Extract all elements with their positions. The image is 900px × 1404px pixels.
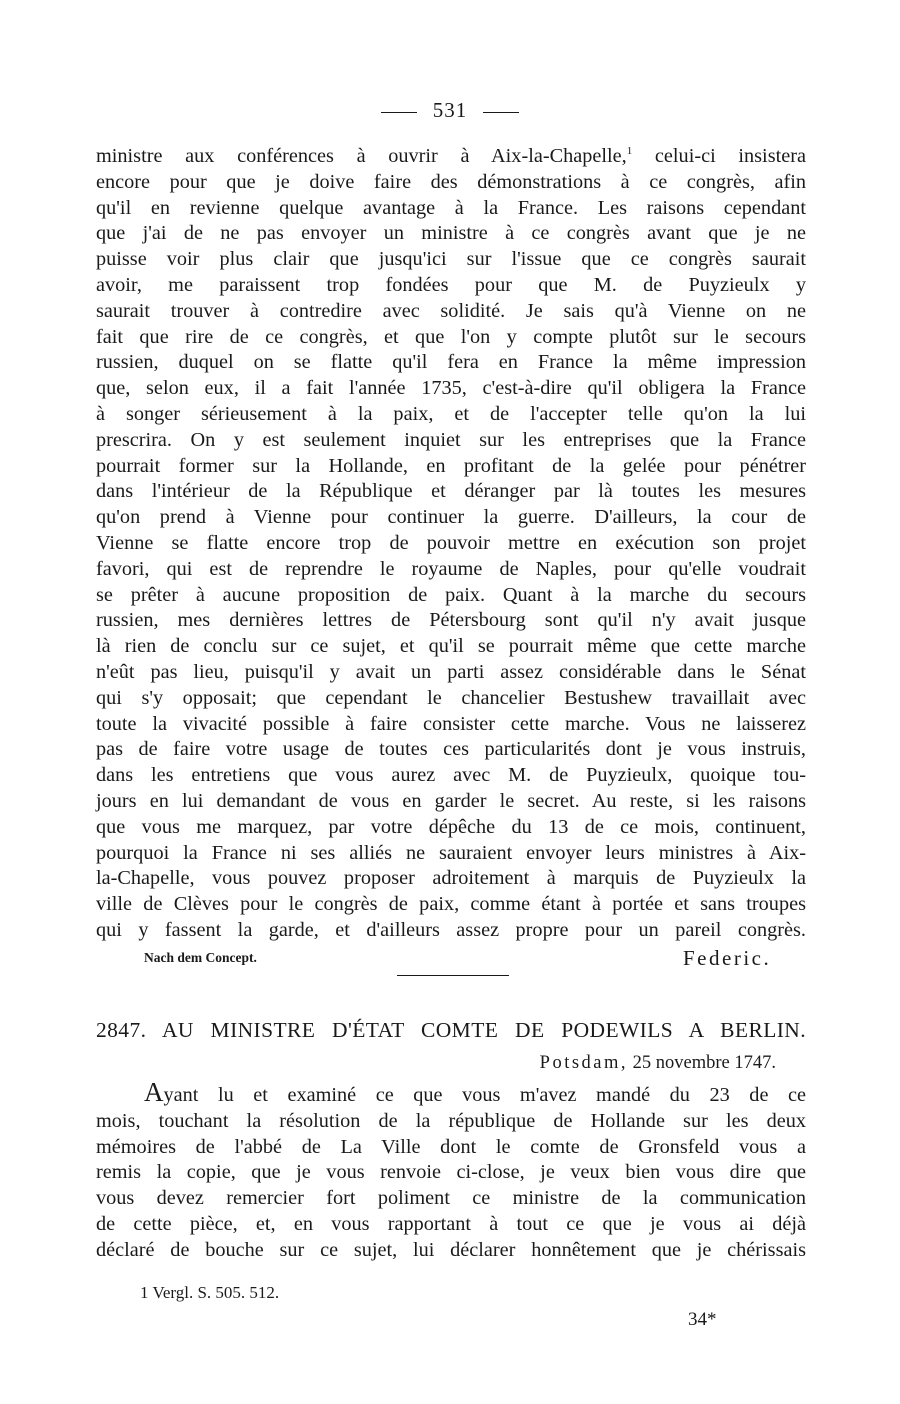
- dateline: [540, 1053, 776, 1074]
- dropcap: A: [144, 1077, 164, 1107]
- body-line: encore pour que je doive faire des démonstrations à ce congrès, afin: [96, 170, 806, 193]
- letter-heading: 2847. AU MINISTRE D'ÉTAT COMTE DE PODEWILS A BERLIN.: [96, 1018, 806, 1042]
- footnote-marker: 1: [626, 145, 633, 158]
- body-line: russien, duquel on se flatte qu'il fera en France la même impression: [96, 351, 806, 374]
- footnote-number: 1: [140, 1283, 149, 1302]
- body-line: ville de Clèves pour le congrès de paix, comme étant à portée et sans troupes: [96, 893, 806, 916]
- page-header: [0, 98, 900, 123]
- body-line: à songer sérieusement à la paix, et de l'accepter telle qu'on la lui: [96, 402, 806, 425]
- source-note: Nach dem Concept.: [144, 950, 257, 965]
- body-line: russien, mes dernières lettres de Pétersbourg sont qu'il n'y avait jusque: [96, 609, 806, 632]
- body-line: qu'on prend à Vienne pour continuer la guerre. D'ailleurs, la cour de: [96, 506, 806, 529]
- body-line: pourrait former sur la Hollande, en profitant de la gelée pour pénétrer: [96, 454, 806, 477]
- page-number: 531: [432, 98, 468, 122]
- body-line: favori, qui est de reprendre le royaume de Naples, pour qu'elle voudrait: [96, 557, 806, 580]
- body-line: qui s'y opposait; que cependant le chancelier Bestushew travaillait avec: [96, 686, 806, 709]
- dateline-date: 25 novembre 1747.: [632, 1053, 776, 1073]
- body-line: que, selon eux, il a fait l'année 1735, c'est-à-dire qu'il obligera la France: [96, 377, 806, 400]
- footnote: [140, 1283, 279, 1303]
- body-line: jours en lui demandant de vous en garder le secret. Au reste, si les raisons: [96, 789, 806, 812]
- body-line: vous devez remercier fort poliment ce ministre de la communication: [96, 1187, 806, 1210]
- signature: Federic.: [683, 946, 772, 970]
- body-line: mois, touchant la résolution de la république de Hollande sur les deux: [96, 1109, 806, 1132]
- body-line: la-Chapelle, vous pouvez proposer adroitement à marquis de Puyzieulx la: [96, 867, 806, 890]
- body-line: de cette pièce, et, en vous rapportant à tout ce que je vous ai déjà: [96, 1212, 806, 1235]
- body-line: pas de faire votre usage de toutes ces particularités dont je vous instruis,: [96, 738, 806, 761]
- header-dash-right: [483, 112, 519, 113]
- header-dash-left: [381, 112, 417, 113]
- sheet-signature: 34*: [688, 1309, 717, 1330]
- body-line: puisse voir plus clair que jusqu'ici sur l'issue que ce congrès saurait: [96, 248, 806, 271]
- body-line: toute la vivacité possible à faire consister cette marche. Vous ne laisserez: [96, 712, 806, 735]
- body-line: déclaré de bouche sur ce sujet, lui déclarer honnêtement que je chérissais: [96, 1238, 806, 1261]
- body-line: se prêter à aucune proposition de paix. Quant à la marche du secours: [96, 583, 806, 606]
- body-line: mémoires de l'abbé de La Ville dont le comte de Gronsfeld vous a: [96, 1135, 806, 1158]
- letter-body: [96, 144, 806, 944]
- body-line: pourquoi la France ni ses alliés ne sauraient envoyer leurs ministres à Aix-: [96, 841, 806, 864]
- body-line: fait que rire de ce congrès, et que l'on y compte plutôt sur le secours: [96, 325, 806, 348]
- body-line: n'eût pas lieu, puisqu'il y avait un parti assez considérable dans le Sénat: [96, 660, 806, 683]
- body-line: prescrira. On y est seulement inquiet sur les entreprises que la France: [96, 428, 806, 451]
- body-line: avoir, me paraissent trop fondées pour que M. de Puyzieulx y: [96, 273, 806, 296]
- second-letter-body: [96, 1077, 806, 1264]
- body-line: que vous me marquez, par votre dépêche du 13 de ce mois, continuent,: [96, 815, 806, 838]
- body-line: que j'ai de ne pas envoyer un ministre à ce congrès avant que je ne: [96, 222, 806, 245]
- body-line: là rien de conclu sur ce sujet, et qu'il se pourrait même que cette marche: [96, 635, 806, 658]
- body-line: qu'il en revienne quelque avantage à la France. Les raisons cependant: [96, 196, 806, 219]
- body-line: dans les entretiens que vous aurez avec M. de Puyzieulx, quoique tou-: [96, 764, 806, 787]
- body-line: dans l'intérieur de la République et déranger par là toutes les mesures: [96, 480, 806, 503]
- body-line-1: ministre aux conférences à ouvrir à Aix-la-Chapelle,$^1$ celui-ci insistera: [96, 145, 806, 167]
- dateline-place: Potsdam,: [539, 1053, 629, 1073]
- body-line-first: Ayant lu et examiné ce que vous m'avez mandé du 23 de ce: [144, 1077, 806, 1107]
- section-separator: [397, 975, 509, 976]
- footnote-text: Vergl. S. 505. 512.: [152, 1283, 280, 1302]
- body-line: remis la copie, que je vous renvoie ci-close, je veux bien vous dire que: [96, 1161, 806, 1184]
- body-line: saurait trouver à contredire avec solidité. Je sais qu'à Vienne on ne: [96, 299, 806, 322]
- body-line: qui y fassent la garde, et d'ailleurs assez propre pour un pareil congrès.: [96, 918, 806, 941]
- body-line: Vienne se flatte encore trop de pouvoir mettre en exécution son projet: [96, 531, 806, 554]
